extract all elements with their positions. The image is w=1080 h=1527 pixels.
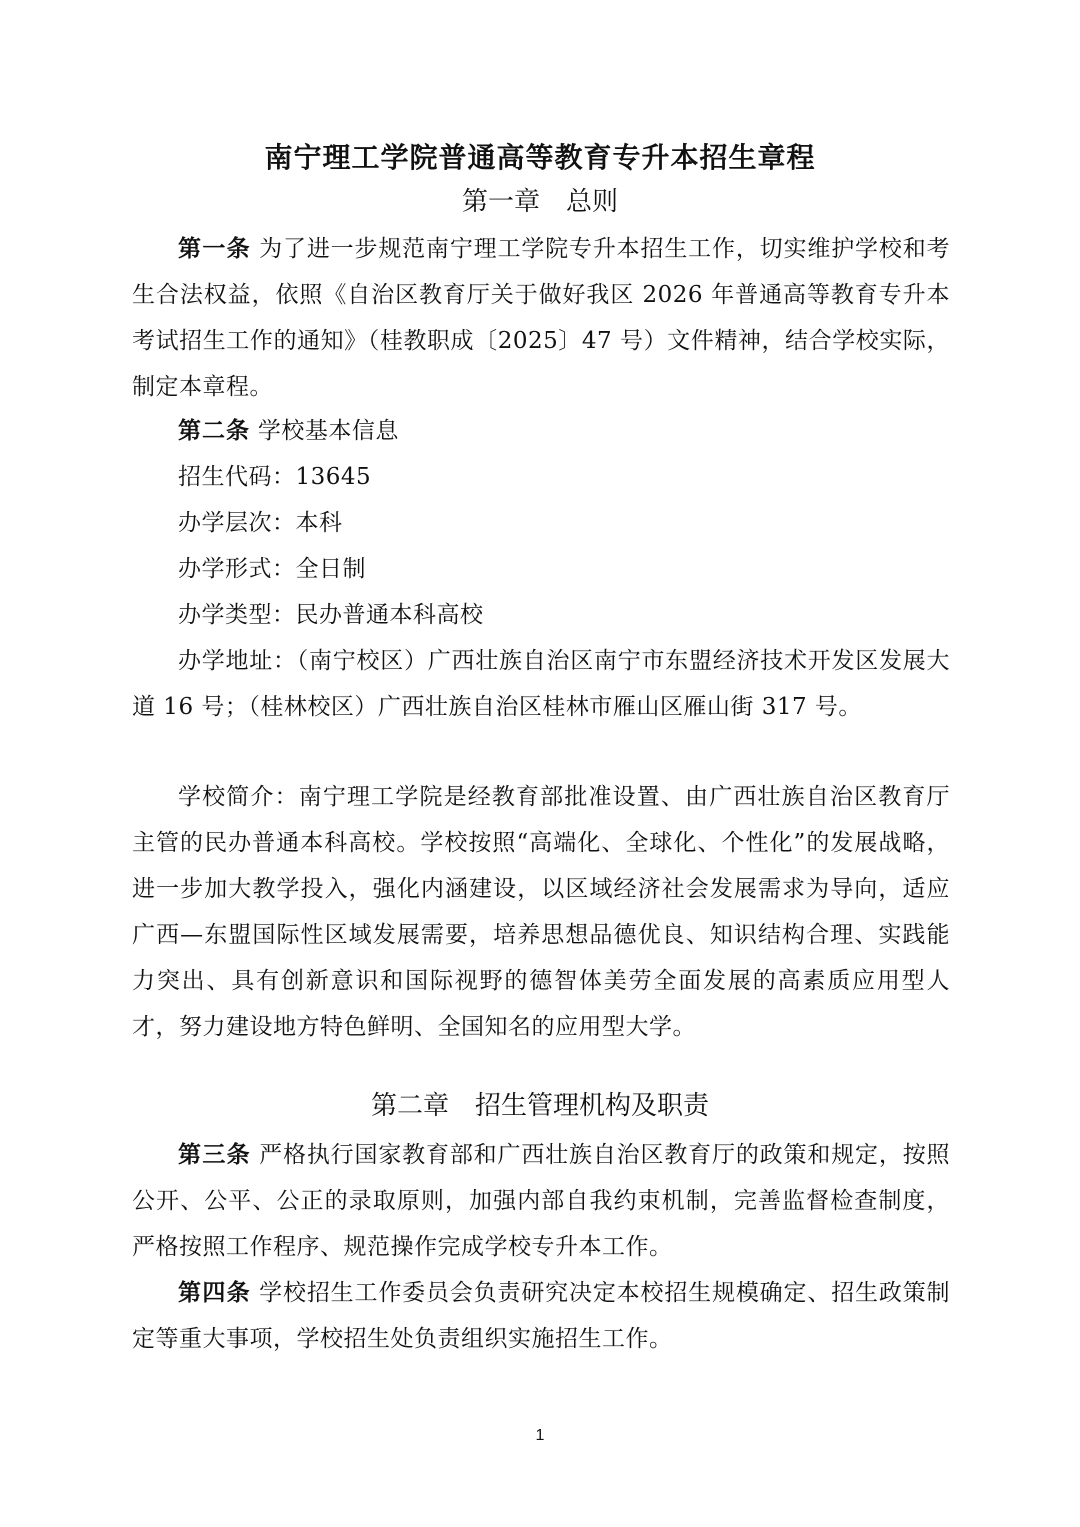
article-3: [132, 1132, 950, 1270]
article-4: [132, 1270, 950, 1362]
article-label: 第二条: [178, 418, 250, 444]
article-label: 第三条: [178, 1142, 252, 1168]
article-label: 第四条: [178, 1280, 252, 1306]
article-text: 为了进一步规范南宁理工学院专升本招生工作，切实维护学校和考生合法权益，依照《自治区教育厅关于做好我区 2026 年普通高等教育专升本考试招生工作的通知》（桂教职成〔2025〕47 号）文件精神，结合学校实际，制定本章程。: [132, 236, 951, 400]
chapter-1-heading: 第一章 总则: [461, 187, 618, 217]
page-number: 1: [535, 1427, 545, 1444]
article-text: 学校招生工作委员会负责研究决定本校招生规模确定、招生政策制定等重大事项，学校招生处负责组织实施招生工作。: [132, 1280, 951, 1352]
info-address: 办学地址：（南宁校区）广西壮族自治区南宁市东盟经济技术开发区发展大道 16 号；（桂林校区）广西壮族自治区桂林市雁山区雁山街 317 号。: [132, 648, 950, 720]
document-title: 南宁理工学院普通高等教育专升本招生章程: [264, 141, 816, 174]
info-enrollment-code: 招生代码：13645: [178, 464, 372, 490]
article-2: [132, 408, 950, 454]
article-label: 第一条: [178, 236, 252, 262]
info-type: 办学类型：民办普通本科高校: [178, 602, 484, 628]
chapter-2-heading: 第二章 招生管理机构及职责: [370, 1091, 709, 1121]
article-1: [132, 226, 950, 410]
article-text: 严格执行国家教育部和广西壮族自治区教育厅的政策和规定，按照公开、公平、公正的录取原则，加强内部自我约束机制，完善监督检查制度，严格按照工作程序、规范操作完成学校专升本工作。: [132, 1142, 951, 1260]
article-text: 学校基本信息: [257, 418, 399, 444]
info-introduction: 学校简介：南宁理工学院是经教育部批准设置、由广西壮族自治区教育厅主管的民办普通本科高校。学校按照“高端化、全球化、个性化”的发展战略，进一步加大教学投入，强化内涵建设，以区域经济社会发展需求为导向，适应广西—东盟国际性区域发展需要，培养思想品德优良、知识结构合理、实践能力突出、具有创新意识和国际视野的德智体美劳全面发展的高素质应用型人才，努力建设地方特色鲜明、全国知名的应用型大学。: [132, 784, 950, 1040]
info-level: 办学层次：本科: [178, 510, 343, 536]
info-form: 办学形式：全日制: [178, 556, 366, 582]
